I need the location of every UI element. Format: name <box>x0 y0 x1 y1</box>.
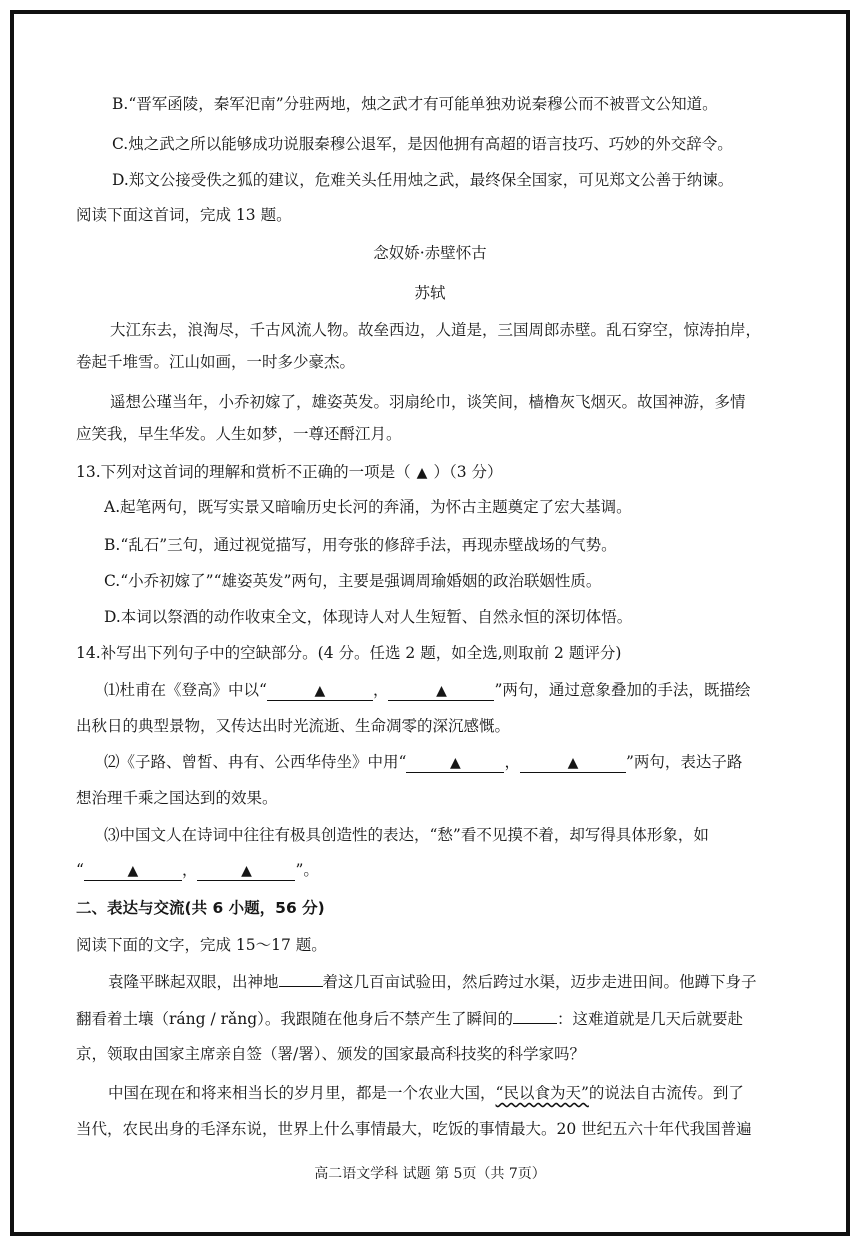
poem-stanza1-line1: 大江东去，浪淘尽，千古风流人物。故垒西边，人道是，三国周郎赤壁。乱石穿空，惊涛拍岸， <box>110 321 762 339</box>
page-footer: 高二语文学科 试题 第 5页（共 7页） <box>314 1166 546 1182</box>
answer-mark-icon: ▲ <box>314 683 326 699</box>
q14-item2-prefix: ⑵《子路、曾皙、冉有、公西华侍坐》中用“ <box>104 753 407 771</box>
answer-blank <box>267 682 373 701</box>
question-13-stem: 13.下列对这首词的理解和赏析不正确的一项是（ <box>76 463 411 481</box>
option-c-line: C.烛之武之所以能够成功说服秦穆公退军，是因他拥有高超的语言技巧、巧妙的外交辞令。 <box>112 135 733 153</box>
passage-line4-part1: 中国在现在和将来相当长的岁月里，都是一个农业大国， <box>108 1084 496 1102</box>
q14-item2-suffix: ”两句，表达子路 <box>625 753 743 771</box>
q13-option-c: C.“小乔初嫁了”“雄姿英发”两句，主要是强调周瑜婚姻的政治联姻性质。 <box>104 572 602 590</box>
q13-option-a: A.起笔两句，既写实景又暗喻历史长河的奔涌，为怀古主题奠定了宏大基调。 <box>104 498 632 516</box>
q14-item1-line2: 出秋日的典型景物，又传达出时光流逝、生命凋零的深沉感慨。 <box>76 717 511 735</box>
passage-line2 <box>76 1009 860 1029</box>
passage-line2-part1: 翻看着土壤（ráng / rǎng）。我跟随在他身后不禁产生了瞬间的 <box>76 1010 513 1028</box>
q14-item2-separator: ， <box>504 753 520 771</box>
q13-option-d: D.本词以祭酒的动作收束全文，体现诗人对人生短暂、自然永恒的深切体悟。 <box>104 608 633 626</box>
answer-mark-icon: ▲ <box>127 863 139 879</box>
question-14: 14.补写出下列句子中的空缺部分。(4 分。任选 2 题，如全选,则取前 2 题评分) <box>76 644 622 662</box>
q14-item1-separator: ， <box>372 681 389 699</box>
passage-line1-part1: 袁隆平眯起双眼，出神地 <box>108 973 279 991</box>
answer-mark-icon: ▲ <box>567 755 579 771</box>
q14-item3-separator: ， <box>181 861 198 879</box>
q14-item1-suffix: ”两句，通过意象叠加的手法，既描绘 <box>494 681 751 699</box>
answer-blank <box>388 682 494 701</box>
passage-line3: 京，领取由国家主席亲自签（署/署）、颁发的国家最高科技奖的科学家吗？ <box>76 1045 585 1063</box>
answer-mark-icon: ▲ <box>416 465 428 481</box>
poem-title: 念奴娇·赤壁怀古 <box>373 244 487 262</box>
passage-line5: 当代，农民出身的毛泽东说，世界上什么事情最大，吃饭的事情最大。20 世纪五六十年代我国普遍 <box>76 1120 752 1138</box>
q14-item3-prefix: “ <box>76 861 84 879</box>
q14-item3-suffix: ”。 <box>295 861 319 879</box>
option-d-line: D.郑文公接受佚之狐的建议，危难关头任用烛之武，最终保全国家，可见郑文公善于纳谏。 <box>112 171 734 189</box>
answer-blank <box>84 862 182 881</box>
q14-item1-line1 <box>104 680 860 701</box>
answer-mark-icon: ▲ <box>436 683 447 699</box>
passage-line1-part2: 着这几百亩试验田，然后跨过水渠，迈步走进田间。他蹲下身子 <box>322 973 757 991</box>
poem-stanza1-line2: 卷起千堆雪。江山如画，一时多少豪杰。 <box>76 353 356 371</box>
fill-blank <box>513 1023 557 1024</box>
q13-option-b: B.“乱石”三句，通过视觉描写，用夸张的修辞手法，再现赤壁战场的气势。 <box>104 536 617 554</box>
question-13 <box>76 462 860 483</box>
answer-blank <box>520 754 626 773</box>
passage-line4 <box>108 1083 860 1103</box>
poem-stanza2-line2: 应笑我，早生华发。人生如梦，一尊还酹江月。 <box>76 425 402 443</box>
fill-blank <box>279 986 323 987</box>
answer-blank <box>406 754 504 773</box>
answer-mark-icon: ▲ <box>241 863 252 879</box>
read-instruction-15: 阅读下面的文字，完成 15～17 题。 <box>76 936 327 954</box>
read-instruction-13: 阅读下面这首词，完成 13 题。 <box>76 206 292 224</box>
poem-author: 苏轼 <box>414 284 446 302</box>
poem-stanza2-line1: 遥想公瑾当年，小乔初嫁了，雄姿英发。羽扇纶巾，谈笑间，樯橹灰飞烟灭。故国神游，多情 <box>110 393 746 411</box>
passage-line1 <box>108 972 860 992</box>
section-2-heading: 二、表达与交流(共 6 小题，56 分) <box>76 899 325 917</box>
q14-item3-line2 <box>76 860 860 881</box>
q14-item2-line2: 想治理千乘之国达到的效果。 <box>76 789 278 807</box>
option-b-line: B.“晋军函陵，秦军汜南”分驻两地，烛之武才有可能单独劝说秦穆公而不被晋文公知道。 <box>112 95 718 113</box>
q14-item2-line1 <box>104 752 860 773</box>
q14-item3-line1: ⑶中国文人在诗词中往往有极具创造性的表达，“愁”看不见摸不着，却写得具体形象，如 <box>104 826 709 844</box>
passage-line2-part2: ：这难道就是几天后就要赴 <box>556 1010 743 1028</box>
q14-item1-prefix: ⑴杜甫在《登高》中以“ <box>104 681 267 699</box>
answer-mark-icon: ▲ <box>450 755 461 771</box>
passage-line4-part2: 的说法自古流传。到了 <box>588 1084 744 1102</box>
wavy-underlined-quote: “民以食为天” <box>495 1084 589 1102</box>
question-13-points: ）（3 分） <box>433 463 503 481</box>
answer-blank <box>197 862 295 881</box>
